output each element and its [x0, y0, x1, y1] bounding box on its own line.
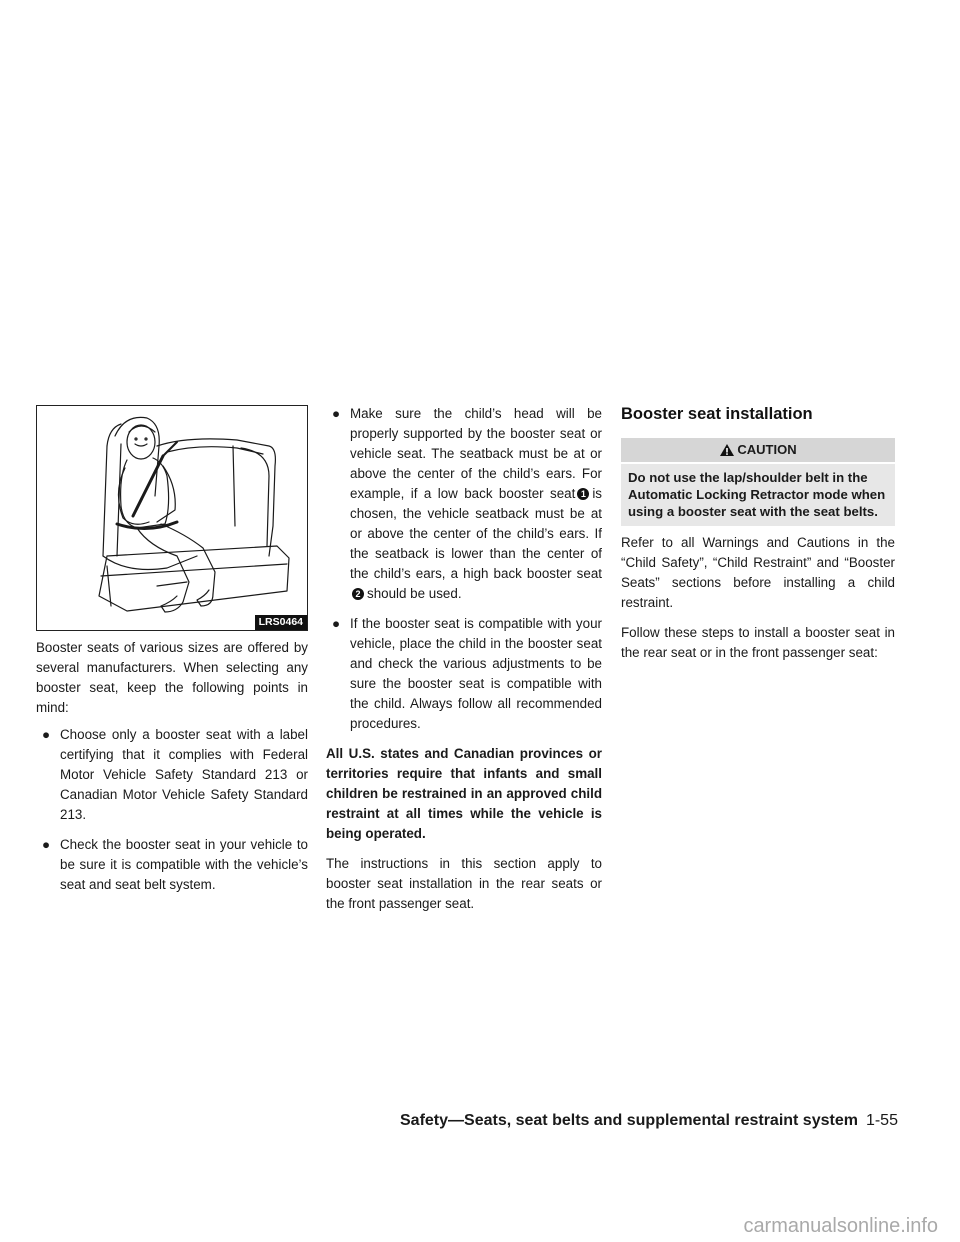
- watermark: carmanualsonline.info: [743, 1215, 938, 1237]
- caution-text: Do not use the lap/shoulder belt in the Automatic Locking Retractor mode when using a booster seat with the seat belts.: [621, 464, 895, 526]
- list-item-text: Check the booster seat in your vehicle to be sure it is compatible with the vehicle’s seat and seat belt system.: [60, 837, 308, 892]
- steps-intro-paragraph: Follow these steps to install a booster seat in the rear seat or in the front passenger seat:: [621, 625, 895, 660]
- list-item-text-part1: Make sure the child’s head will be properly supported by the booster seat or vehicle seat. The seatback must be at or above the center of the child’s ears. For example, if a low back booster seat: [350, 406, 602, 501]
- column-left: [36, 405, 308, 895]
- list-item: [36, 835, 308, 895]
- caution-label: CAUTION: [737, 442, 797, 457]
- callout-marker-2: 2: [352, 588, 364, 600]
- bullet-icon: ●: [42, 837, 51, 852]
- instructions-paragraph: The instructions in this section apply to booster seat installation in the rear seats or the front passenger seat.: [326, 856, 602, 911]
- page-footer: [400, 1111, 896, 1131]
- list-item: [36, 725, 308, 825]
- section-title: Booster seat installation: [621, 405, 813, 423]
- caution-header: [621, 438, 895, 462]
- bullet-icon: ●: [332, 406, 341, 421]
- list-item: [326, 614, 602, 734]
- bullet-icon: ●: [42, 727, 51, 742]
- column-middle: [326, 404, 602, 914]
- list-item: [326, 404, 602, 604]
- column-right: [621, 404, 895, 663]
- warnings-reference-paragraph: Refer to all Warnings and Cautions in the “Child Safety”, “Child Restraint” and “Booster Seats” sections before installing a child restraint.: [621, 535, 895, 610]
- intro-paragraph: Booster seats of various sizes are offered by several manufacturers. When selecting any booster seat, keep the following points in mind:: [36, 640, 308, 715]
- legal-requirement-note: All U.S. states and Canadian provinces or territories require that infants and small children be restrained in an approved child restraint at all times while the vehicle is being operated.: [326, 746, 602, 841]
- callout-marker-1: 1: [577, 488, 589, 500]
- list-item-text: If the booster seat is compatible with your vehicle, place the child in the booster seat and check the various adjustments to be sure the booster seat is compatible with the child. Always follow all recommended procedures.: [350, 616, 602, 731]
- footer-section-title: Safety—Seats, seat belts and supplemental restraint system: [400, 1112, 858, 1129]
- child-in-booster-seat-drawing: [37, 406, 307, 630]
- list-item-text: Choose only a booster seat with a label certifying that it complies with Federal Motor Vehicle Safety Standard 213 or Canadian Motor Vehicle Safety Standard 213.: [60, 727, 308, 822]
- booster-seat-illustration: [36, 405, 308, 631]
- bullet-icon: ●: [332, 616, 341, 631]
- warning-triangle-icon: [719, 443, 735, 457]
- page-number: 1-55: [865, 1112, 898, 1129]
- figure-code-label: LRS0464: [255, 615, 307, 630]
- list-item-text-part2: is chosen, the vehicle seatback must be at or above the center of the child’s ears. If the seatback is lower than the center of the child’s ears, a high back booster seat: [350, 486, 602, 581]
- list-item-text-part3: should be used.: [367, 586, 462, 601]
